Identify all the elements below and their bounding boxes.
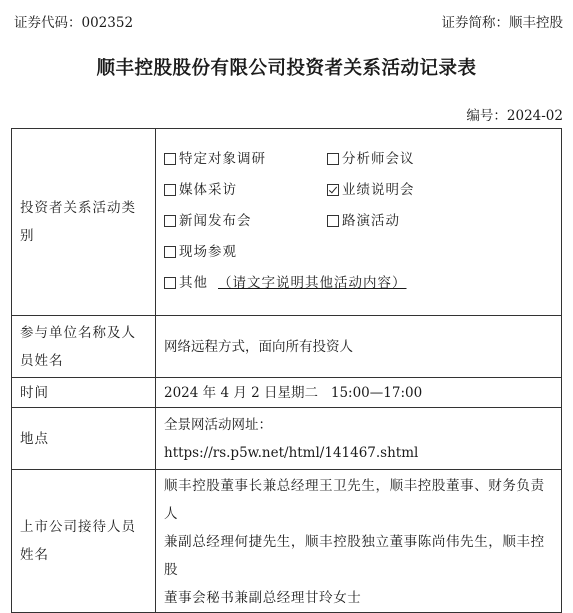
participants-value: 网络远程方式，面向所有投资人 <box>156 316 562 378</box>
option-site-visit[interactable] <box>164 238 553 266</box>
checkbox-icon[interactable] <box>164 277 176 289</box>
hosts-row <box>12 470 562 613</box>
activity-type-label: 投资者关系活动类别 <box>12 129 156 316</box>
option-other[interactable] <box>164 269 553 297</box>
hosts-value <box>156 470 562 613</box>
checkbox-icon[interactable] <box>164 153 176 165</box>
time-value: 2024 年 4 月 2 日星期二 15:00—17:00 <box>156 378 562 408</box>
option-special-research[interactable] <box>164 145 327 173</box>
location-value <box>156 408 562 470</box>
checkbox-icon[interactable] <box>327 153 339 165</box>
checkbox-icon[interactable] <box>327 215 339 227</box>
stock-abbreviation: 证券简称：顺丰控股 <box>441 15 563 31</box>
checkbox-checked-icon[interactable] <box>327 184 339 196</box>
option-press-conference[interactable] <box>164 207 327 235</box>
location-row <box>12 408 562 470</box>
time-label: 时间 <box>12 378 156 408</box>
option-label: 分析师会议 <box>342 151 415 167</box>
hosts-label: 上市公司接待人员姓名 <box>12 470 156 613</box>
option-analyst-meeting[interactable] <box>327 145 553 173</box>
option-roadshow[interactable] <box>327 207 553 235</box>
checkbox-icon[interactable] <box>164 246 176 258</box>
activity-type-options <box>156 129 562 316</box>
other-note: （请文字说明其他活动内容） <box>218 275 407 291</box>
option-label: 其他 <box>179 275 208 291</box>
stock-code: 证券代码：002352 <box>14 15 134 31</box>
checkbox-icon[interactable] <box>164 184 176 196</box>
option-media-interview[interactable] <box>164 176 327 204</box>
time-row <box>12 378 562 408</box>
document-title: 顺丰控股股份有限公司投资者关系活动记录表 <box>96 58 477 79</box>
participants-label: 参与单位名称及人员姓名 <box>12 316 156 378</box>
hosts-line: 兼副总经理何捷先生，顺丰控股独立董事陈尚伟先生，顺丰控股 <box>164 534 545 578</box>
option-earnings-call[interactable] <box>327 176 553 204</box>
checkbox-icon[interactable] <box>164 215 176 227</box>
location-url[interactable]: https://rs.p5w.net/html/141467.shtml <box>164 444 419 461</box>
option-label: 媒体采访 <box>179 182 237 198</box>
location-label: 地点 <box>12 408 156 470</box>
location-line: 全景网活动网址： <box>164 416 272 433</box>
hosts-line: 董事会秘书兼副总经理甘玲女士 <box>164 590 362 606</box>
record-table <box>11 128 562 613</box>
participants-row <box>12 316 562 378</box>
activity-type-row <box>12 129 562 316</box>
option-label: 现场参观 <box>179 244 237 260</box>
option-label: 业绩说明会 <box>342 182 415 198</box>
serial-number: 编号：2024-02 <box>466 108 563 124</box>
option-label: 新闻发布会 <box>179 213 252 229</box>
option-label: 路演活动 <box>342 213 400 229</box>
option-label: 特定对象调研 <box>179 151 266 167</box>
hosts-line: 顺丰控股董事长兼总经理王卫先生，顺丰控股董事、财务负责人 <box>164 478 545 522</box>
